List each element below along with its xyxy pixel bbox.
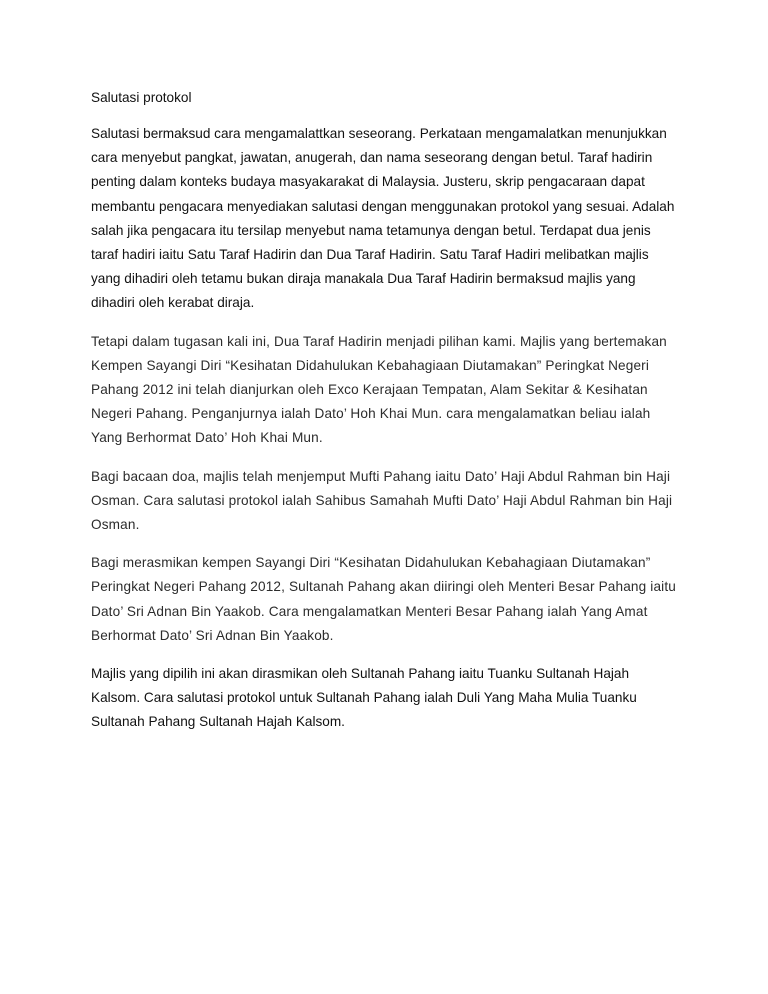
- paragraph-merasmikan-kempen: Bagi merasmikan kempen Sayangi Diri “Kesihatan Didahulukan Kebahagiaan Diutamakan” Peringkat Negeri Pahang 2012, Sultanah Pahang akan diiringi oleh Menteri Besar Pahang iaitu Dato’ Sri Adnan Bin Yaakob. Cara mengalamatkan Menteri Besar Pahang ialah Yang Amat Berhormat Dato’ Sri Adnan Bin Yaakob.: [91, 555, 676, 643]
- document-body: [91, 86, 681, 749]
- paragraph-bacaan-doa: Bagi bacaan doa, majlis telah menjemput Mufti Pahang iaitu Dato’ Haji Abdul Rahman bin Haji Osman. Cara salutasi protokol ialah Sahibus Samahah Mufti Dato’ Haji Abdul Rahman bin Haji Osman.: [91, 468, 673, 533]
- document-title: Salutasi protokol: [91, 90, 192, 105]
- paragraph-sultanah-pahang: Majlis yang dipilih ini akan dirasmikan oleh Sultanah Pahang iaitu Tuanku Sultanah Hajah Kalsom. Cara salutasi protokol untuk Sultanah Pahang ialah Duli Yang Maha Mulia Tuanku Sultanah Pahang Sultanah Hajah Kalsom.: [91, 666, 637, 730]
- paragraph-dua-taraf-hadirin: Tetapi dalam tugasan kali ini, Dua Taraf Hadirin menjadi pilihan kami. Majlis yang bertemakan Kempen Sayangi Diri “Kesihatan Didahulukan Kebahagiaan Diutamakan” Peringkat Negeri Pahang 2012 ini telah dianjurkan oleh Exco Kerajaan Tempatan, Alam Sekitar & Kesihatan Negeri Pahang. Penganjurnya ialah Dato’ Hoh Khai Mun. cara mengalamatkan beliau ialah Yang Berhormat Dato’ Hoh Khai Mun.: [91, 333, 667, 446]
- paragraph-salutasi-definition: Salutasi bermaksud cara mengamalattkan seseorang. Perkataan mengamalatkan menunjukkan cara menyebut pangkat, jawatan, anugerah, dan nama seseorang dengan betul. Taraf hadirin penting dalam konteks budaya masyakarakat di Malaysia. Justeru, skrip pengacaraan dapat membantu pengacara menyediakan salutasi dengan menggunakan protokol yang sesuai. Adalah salah jika pengacara itu tersilap menyebut nama tetamunya dengan betul. Terdapat dua jenis taraf hadiri iaitu Satu Taraf Hadirin dan Dua Taraf Hadirin. Satu Taraf Hadiri melibatkan majlis yang dihadiri oleh tetamu bukan diraja manakala Dua Taraf Hadirin bermaksud majlis yang dihadiri oleh kerabat diraja.: [91, 126, 675, 311]
